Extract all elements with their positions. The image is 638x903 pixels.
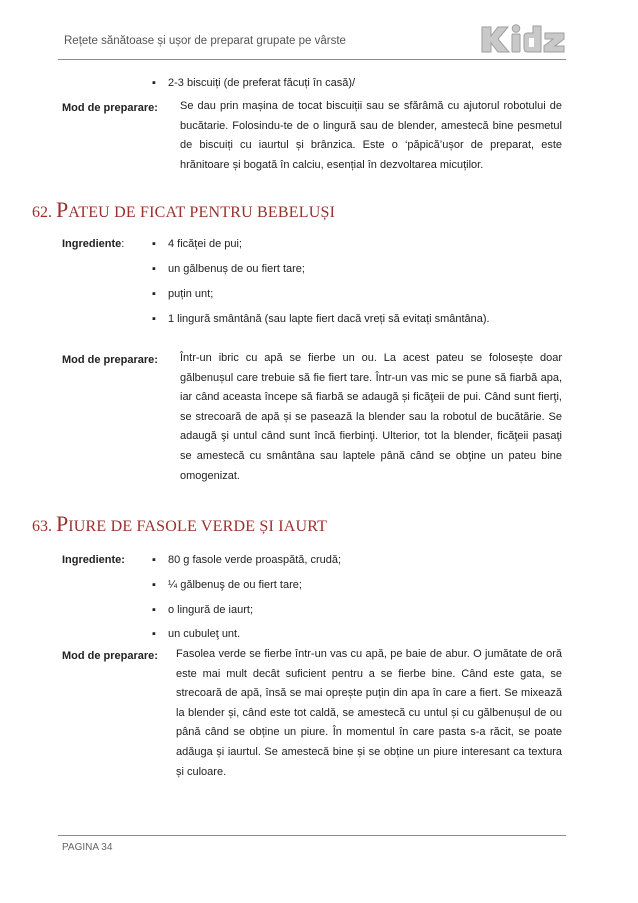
header-divider: [58, 59, 566, 60]
recipe-63-title: 63. PIURE DE FASOLE VERDE ȘI IAURT: [32, 511, 328, 536]
logo-letters: [482, 25, 564, 52]
recipe-62-title: 62. PATEU DE FICAT PENTRU BEBELUȘI: [32, 197, 336, 222]
recipe-62-number: 62.: [32, 204, 52, 221]
bullet-icon: ▪: [152, 263, 156, 275]
logo-text: Kidz: [523, 55, 525, 56]
bullet-icon: ▪: [152, 238, 156, 250]
recipe-62-method-text: Într-un ibric cu apă se fierbe un ou. La acest pateu se folosește doar gălbenușul care trebuie să fie fiert tare. Într-un vas mic se pune să fiarbă apa, iar când aceasta începe să fiarbă se adaugă și ficăţeii de pui. Când sunt fierţi, se strecoară de apă și se pasează la blender sau la robotul de bucătărie. Se adaugă şi untul când sunt încă fierbinţi. Ulterior, tot la blender, ficăţeii pasaţi se amestecă cu smântâna sau laptele până când se obţine un pateu bine omogenizat.: [180, 352, 562, 482]
bullet-icon: ▪: [152, 77, 156, 89]
header-title: Rețete sănătoase și ușor de preparat grupate pe vârste: [64, 35, 346, 47]
bullet-icon: ▪: [152, 313, 156, 325]
intro-method-label: Mod de preparare:: [62, 102, 158, 114]
document-page: Rețete sănătoase și ușor de preparat grupate pe vârste Kidz ▪ 2-3 biscuiți (de preferat făcuți în casă)/ Mod de preparare: Se dau prin mașina de tocat biscuiții sau se sfărâmă cu ajutorul robotului de bucătarie. Folosindu-te de o lingură sau de blender, amestecă bine pesmetul de biscuiți cu iaurtul și brânzica. Este o ‘păpică’ușor de preparat, este hrănitoare și bogată în calciu, esențial în dezvoltarea micuților. 62. PATEU DE FICAT PENTRU BEBELUȘI Ingrediente: ▪ 4 ficăței de pui; ▪ un gălbenuș de ou fiert tare; ▪ puțin unt; ▪ 1 lingură smântână (sau lapte fiert dacă vreți să evitați smântâna). Mod de preparare: Într-un ibric cu apă se fierbe un ou. La acest pateu se folosește doar gălbenușul care trebuie să fie fiert tare. Într-un vas mic se pune să fiarbă apa, iar când aceasta începe să fiarbă se adaugă și ficăţeii de pui. Când sunt fierţi, se strecoară de apă și se pasează la blender sau la robotul de bucătărie. Se adaugă şi untul când sunt încă fierbinţi. Ulterior, tot la blender, ficăţeii pasaţi se amestecă cu smântâna sau laptele până când se obţine un pateu bine omogenizat. 63. PIURE DE FASOLE VERDE ȘI IAURT Ingrediente: ▪ 80 g fasole verde proaspătă, crudă; ▪ ¼ gălbenuş de ou fiert tare; ▪ o lingură de iaurt; ▪ un cubuleţ unt. Mod de preparare: Fasolea verde se fierbe într-un vas cu apă, pe baie de abur. O jumătate de oră este mai mult decât suficient pentru a se fierbe bine. Când este gata, se strecoară de apă, însă se mai oprește puțin din apa în care a fiert. Se mixează la blender și, când este tot caldă, se amestecă cu untul și cu gălbenușul de ou până când se obține un piure. În momentul în care pasta s-a răcit, se poate adăuga și iaurtul. Se amestecă bine și se obține un piure interesant ca textura și culoare. PAGINA 34: [0, 0, 638, 903]
recipe-62-ingredients-label: Ingrediente:: [62, 238, 125, 250]
intro-method-text: Se dau prin mașina de tocat biscuiții sau se sfărâmă cu ajutorul robotului de bucătarie. Folosindu-te de o lingură sau de blender, amestecă bine pesmetul de biscuiți cu iaurtul și brânzica. Este o ‘păpică’ușor de preparat, este hrănitoare și bogată în calciu, esențial în dezvoltarea micuților.: [180, 100, 562, 171]
kidz-logo: [478, 22, 568, 56]
page-number: PAGINA 34: [62, 842, 113, 853]
bullet-icon: ▪: [152, 554, 156, 566]
footer-divider: [58, 835, 566, 836]
bullet-icon: ▪: [152, 288, 156, 300]
recipe-63-number: 63.: [32, 518, 52, 535]
recipe-63-method-text: Fasolea verde se fierbe într-un vas cu apă, pe baie de abur. O jumătate de oră este mai mult decât suficient pentru a se fierbe bine. Când este gata, se strecoară de apă, însă se mai oprește puțin din apa în care a fiert. Se mixează la blender și, când este tot caldă, se amestecă cu untul și cu gălbenușul de ou până când se obține un piure. În momentul în care pasta s-a răcit, se poate adăuga și iaurtul. Se amestecă bine și se obține un piure interesant ca textura și culoare.: [176, 648, 562, 778]
bullet-icon: ▪: [152, 628, 156, 640]
recipe-63-ingredients-label: Ingrediente:: [62, 554, 125, 566]
bullet-icon: ▪: [152, 604, 156, 616]
recipe-62-method-label: Mod de preparare:: [62, 354, 158, 366]
bullet-icon: ▪: [152, 579, 156, 591]
recipe-63-method-label: Mod de preparare:: [62, 650, 158, 662]
